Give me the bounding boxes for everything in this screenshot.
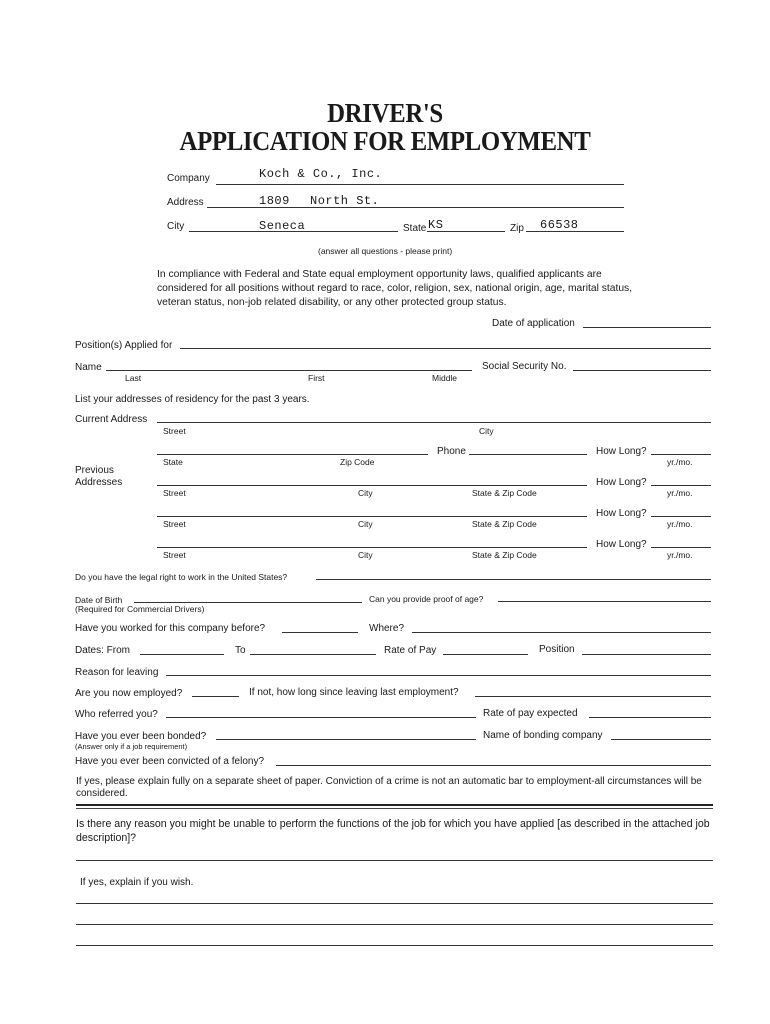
felony-explanation: If yes, please explain fully on a separate sheet of paper. Conviction of a crime is not an automatic bar to employment-all circumstances will be considered. (76, 776, 702, 799)
bonding-company-field[interactable] (611, 739, 711, 740)
bonding-company-label: Name of bonding company (483, 730, 603, 741)
bonded-note: (Answer only if a job requirement) (75, 742, 188, 751)
phone-label: Phone (437, 446, 466, 457)
yrmo-caption-3: yr./mo. (667, 519, 693, 529)
position-held-field[interactable] (582, 654, 711, 655)
rate-of-pay-label: Rate of Pay (384, 645, 437, 656)
how-long-label-3: How Long? (596, 508, 647, 519)
bonded-field[interactable] (216, 739, 476, 740)
current-state-zip-field[interactable] (157, 454, 428, 455)
addresses-label: Addresses (75, 477, 123, 488)
city-value: Seneca (259, 219, 306, 233)
prev-city-caption-3: City (358, 550, 373, 560)
position-held-label: Position (539, 644, 575, 655)
now-employed-label: Are you now employed? (75, 688, 183, 699)
prev-city-caption-1: City (358, 488, 373, 498)
section-divider-bottom (76, 808, 713, 809)
section-divider-top (76, 804, 713, 806)
referred-field[interactable] (166, 717, 476, 718)
reason-leaving-field[interactable] (166, 675, 711, 676)
how-long-field-3[interactable] (651, 516, 711, 517)
current-street-caption: Street (163, 426, 186, 436)
how-long-since-label: If not, how long since leaving last employment? (249, 687, 459, 698)
name-field[interactable] (106, 370, 472, 371)
referred-label: Who referred you? (75, 709, 158, 720)
dates-to-field[interactable] (250, 654, 376, 655)
company-value: Koch & Co., Inc. (259, 167, 383, 181)
name-label: Name (75, 362, 102, 373)
first-name-caption: First (308, 373, 325, 383)
phone-field[interactable] (469, 454, 587, 455)
previous-address-field-3[interactable] (157, 547, 587, 548)
explain-line-2[interactable] (76, 924, 713, 925)
prev-street-caption-3: Street (163, 550, 186, 560)
dates-to-label: To (235, 645, 246, 656)
city-label: City (167, 221, 185, 232)
proof-age-field[interactable] (498, 601, 711, 602)
middle-name-caption: Middle (432, 373, 458, 383)
prev-state-zip-caption-1: State & Zip Code (472, 488, 537, 498)
print-instruction: (answer all questions - please print) (318, 246, 453, 256)
previous-label: Previous (75, 465, 114, 476)
proof-age-label: Can you provide proof of age? (369, 594, 484, 604)
current-state-caption: State (163, 457, 183, 467)
unable-answer-line[interactable] (76, 860, 713, 861)
position-field[interactable] (180, 348, 711, 349)
dob-field[interactable] (134, 602, 362, 603)
residency-label: List your addresses of residency for the past 3 years. (75, 394, 310, 405)
explain-line-3[interactable] (76, 945, 713, 946)
dates-from-field[interactable] (140, 654, 224, 655)
zip-value: 66538 (540, 218, 579, 232)
state-label: State (403, 223, 427, 234)
ssn-label: Social Security No. (482, 361, 567, 372)
how-long-field-2[interactable] (651, 485, 711, 486)
where-field[interactable] (412, 632, 711, 633)
how-long-label-4: How Long? (596, 539, 647, 550)
legal-right-label: Do you have the legal right to work in the United States? (75, 572, 288, 582)
unable-question: Is there any reason you might be unable to perform the functions of the job for which you have applied [as described in the attached job description]? (76, 818, 710, 844)
form-title-line1: DRIVER'S (327, 98, 443, 128)
explain-line-1[interactable] (76, 903, 713, 904)
address-label: Address (167, 197, 204, 208)
dob-note: (Required for Commercial Drivers) (75, 604, 205, 614)
previous-address-field-2[interactable] (157, 516, 587, 517)
current-address-label: Current Address (75, 414, 148, 425)
current-address-field[interactable] (157, 422, 711, 423)
worked-before-label: Have you worked for this company before? (75, 623, 266, 634)
explain-label: If yes, explain if you wish. (80, 877, 194, 888)
felony-field[interactable] (276, 765, 711, 766)
ssn-field[interactable] (573, 370, 711, 371)
how-long-field-1[interactable] (651, 454, 711, 455)
felony-label: Have you ever been convicted of a felony? (75, 756, 265, 767)
prev-state-zip-caption-2: State & Zip Code (472, 519, 537, 529)
zip-label: Zip (510, 223, 524, 234)
company-field[interactable] (216, 184, 624, 185)
how-long-since-field[interactable] (475, 696, 711, 697)
state-value: KS (428, 218, 444, 232)
yrmo-caption-2: yr./mo. (667, 488, 693, 498)
how-long-label-1: How Long? (596, 446, 647, 457)
now-employed-field[interactable] (192, 696, 239, 697)
where-label: Where? (369, 623, 405, 634)
address-street: North St. (310, 194, 380, 208)
compliance-statement: In compliance with Federal and State equal employment opportunity laws, qualified applicants are considered for all positions without regard to race, color, religion, sex, national origin, age, marital status, veteran status, non-job related disability, or any other protected group status. (157, 269, 633, 308)
prev-street-caption-2: Street (163, 519, 186, 529)
how-long-field-4[interactable] (651, 547, 711, 548)
yrmo-caption-4: yr./mo. (667, 550, 693, 560)
form-title-line2: APPLICATION FOR EMPLOYMENT (179, 126, 591, 156)
worked-before-field[interactable] (282, 632, 358, 633)
address-number: 1809 (259, 194, 290, 208)
date-application-label: Date of application (492, 318, 575, 329)
prev-street-caption-1: Street (163, 488, 186, 498)
reason-leaving-label: Reason for leaving (75, 667, 159, 678)
last-name-caption: Last (125, 373, 142, 383)
rate-expected-label: Rate of pay expected (483, 708, 578, 719)
company-label: Company (167, 173, 210, 184)
dob-label: Date of Birth (75, 595, 123, 605)
prev-city-caption-2: City (358, 519, 373, 529)
prev-state-zip-caption-3: State & Zip Code (472, 550, 537, 560)
legal-right-field[interactable] (316, 579, 711, 580)
date-application-field[interactable] (583, 327, 711, 328)
how-long-label-2: How Long? (596, 477, 647, 488)
current-city-caption: City (479, 426, 494, 436)
current-zip-caption: Zip Code (340, 457, 375, 467)
dates-from-label: Dates: From (75, 645, 131, 656)
previous-address-field-1[interactable] (157, 485, 587, 486)
bonded-label: Have you ever been bonded? (75, 731, 207, 742)
yrmo-caption-1: yr./mo. (667, 457, 693, 467)
rate-of-pay-field[interactable] (443, 654, 528, 655)
position-label: Position(s) Applied for (75, 340, 173, 351)
rate-expected-field[interactable] (589, 717, 711, 718)
